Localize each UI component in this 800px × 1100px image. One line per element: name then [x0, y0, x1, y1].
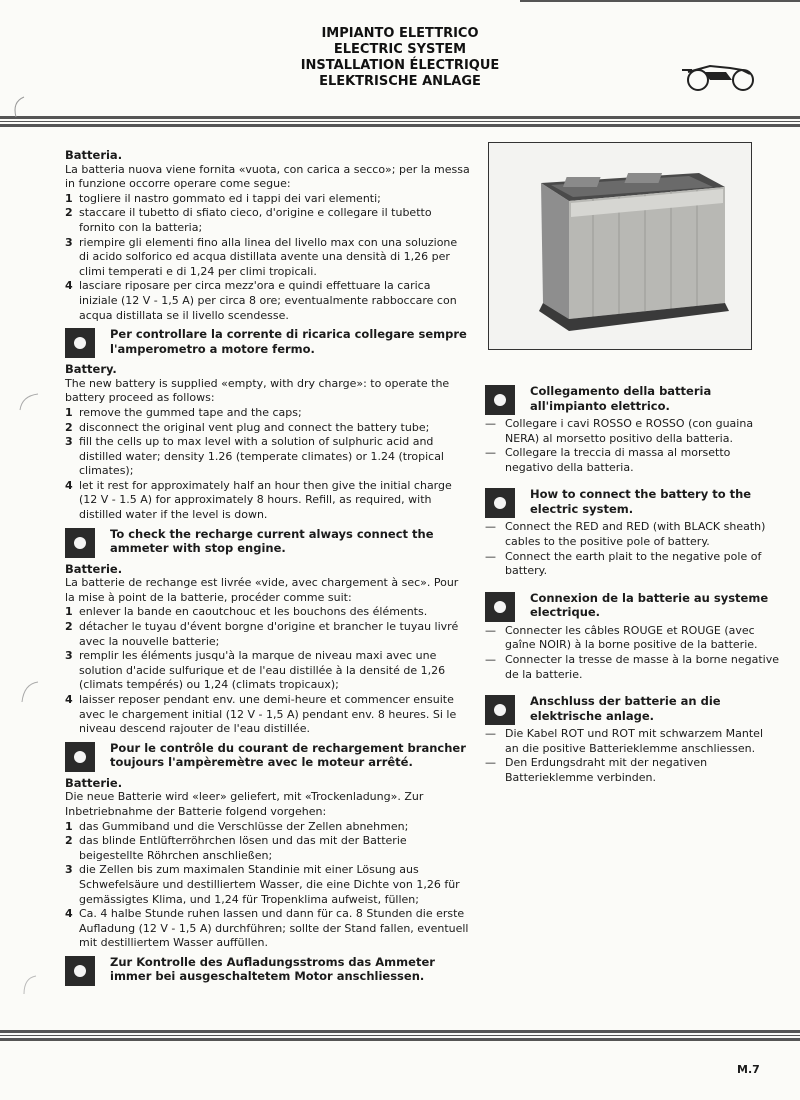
connect-section-fr: [485, 591, 780, 682]
note-box: [485, 591, 780, 623]
instruction-list: [485, 727, 780, 785]
header-title-de: ELEKTRISCHE ANLAGE: [319, 74, 481, 89]
note-bullet-icon: [65, 742, 95, 772]
note-text: Per controllare la corrente di ricarica collegare sempre l'amperometro a motore fermo.: [110, 327, 467, 356]
note-bullet-icon: [485, 695, 515, 725]
section-en: [65, 362, 470, 559]
section-title: Connexion de la batterie au systeme electrique.: [530, 590, 769, 620]
list-item: — Den Erdungsdraht mit der negativen Batterieklemme verbinden.: [485, 756, 708, 784]
note-bullet-icon: [65, 328, 95, 358]
list-item: — Collegare i cavi ROSSO e ROSSO (con guaina NERA) al morsetto positivo della batteria.: [485, 417, 754, 445]
list-item: 2 détacher le tuyau d'évent borgne d'origine et brancher le tuyau livré avec la nouvelle batterie;: [65, 620, 459, 648]
list-item: 1 enlever la bande en caoutchouc et les bouchons des éléments.: [65, 605, 428, 619]
margin-mark-icon: [2, 92, 42, 122]
section-title: Collegamento della batteria all'impianto elettrico.: [530, 384, 712, 413]
list-item: 3 die Zellen bis zum maximalen Standinie mit einer Lösung aus Schwefelsäure und destilliertem Wasser, die eine Dichte von 1,26 für gemässigtes Klima, und 1,24 für Tropenklima aufweist, füllen;: [65, 863, 460, 906]
connect-section-en: [485, 487, 780, 578]
margin-mark-icon: [2, 678, 42, 708]
note-text: Pour le contrôle du courant de rechargement brancher toujours l'ampèremètre avec le moteur arrêté.: [110, 740, 466, 770]
list-item: — Connect the RED and RED (with BLACK sheath) cables to the positive pole of battery.: [485, 520, 766, 548]
note-bullet-icon: [485, 592, 515, 622]
section-it: [65, 148, 470, 359]
page-number: M.7: [737, 1063, 760, 1076]
battery-photo: [488, 142, 752, 350]
connect-section-it: [485, 384, 780, 475]
list-item: 4 let it rest for approximately half an hour then give the initial charge (12 V - 1.5 A) for approximately 8 hours. Refill, as required, with distilled water if the level is down.: [65, 478, 452, 522]
list-item: — Connect the earth plait to the negative pole of battery.: [485, 549, 762, 578]
section-title: Batterie.: [65, 561, 123, 576]
margin-mark-icon: [2, 390, 42, 420]
list-item: — Connecter la tresse de masse à la borne negative de la batterie.: [485, 652, 779, 681]
header-title-en: ELECTRIC SYSTEM: [333, 42, 467, 57]
motorcycle-icon: [680, 58, 760, 92]
section-title: Battery.: [65, 362, 117, 377]
margin-mark-icon: [2, 970, 42, 1000]
note-bullet-icon: [485, 488, 515, 518]
list-item: 4 lasciare riposare per circa mezz'ora e quindi effettuare la carica iniziale (12 V - 1,5 A) per circa 8 ore; eventualmente rabboccare con acqua distillata se il livello scendesse.: [65, 279, 457, 322]
note-text: To check the recharge current always connect the ammeter with stop engine.: [110, 526, 434, 556]
instruction-list: [485, 624, 780, 682]
section-intro: La batterie de rechange est livrée «vide, avec chargement à sec». Pour la mise à point de la batterie, procéder comme suit:: [65, 576, 459, 604]
list-item: 4 Ca. 4 halbe Stunde ruhen lassen und dann für ca. 8 Stunden die erste Aufladung (12 V - 1,5 A) durchführen; sollte der Stand fallen, eventuell mit destilliertem Wasser auffüllen.: [65, 907, 469, 950]
footer-rule: [0, 1030, 800, 1041]
note-box: [65, 527, 470, 559]
section-intro: La batteria nuova viene fornita «vuota, con carica a secco»; per la messa in funzione occorre operare come segue:: [65, 162, 470, 191]
list-item: 2 das blinde Entlüfterröhrchen lösen und das mit der Batterie beigestellte Röhrchen anschließen;: [65, 834, 407, 862]
right-column: [485, 380, 780, 798]
section-title: Anschluss der batterie an die elektrische anlage.: [530, 694, 721, 723]
note-box: [485, 384, 780, 416]
list-item: 2 staccare il tubetto di sfiato cieco, d'origine e collegare il tubetto fornito con la batteria;: [65, 206, 432, 234]
section-title: Batteria.: [65, 148, 123, 162]
note-bullet-icon: [65, 956, 95, 986]
battery-photo-icon: [489, 143, 751, 349]
note-bullet-icon: [485, 385, 515, 415]
steps-list: [65, 820, 470, 951]
instruction-list: [485, 520, 780, 578]
note-box: [65, 955, 470, 987]
section-intro: Die neue Batterie wird «leer» geliefert, mit «Trockenladung». Zur Inbetriebnahme der Batterie folgend vorgehen:: [65, 790, 424, 818]
list-item: — Connecter les câbles ROUGE et ROUGE (avec gaîne NOIR) à la borne positive de la batterie.: [485, 623, 758, 652]
list-item: 3 riempire gli elementi fino alla linea del livello max con una soluzione di acido solforico ed acqua distillata avente una densità di 1,26 per climi temperati e di 1,24 per climi tropicali.: [65, 235, 458, 278]
steps-list: [65, 605, 470, 736]
section-de: [65, 776, 470, 987]
list-item: 3 remplir les éléments jusqu'à la marque de niveau maxi avec une solution d'acide sulfurique et de l'eau distillée à la densité de 1,26 (climats tempérés) ou 1,24 (climats tropicaux);: [65, 649, 446, 692]
top-edge-line: [0, 0, 800, 2]
section-title: Batterie.: [65, 775, 123, 790]
note-bullet-icon: [65, 528, 95, 558]
steps-list: [65, 192, 470, 323]
note-box: [485, 487, 780, 519]
list-item: 1 remove the gummed tape and the caps;: [65, 405, 302, 419]
section-fr: [65, 562, 470, 773]
list-item: 1 togliere il nastro gommato ed i tappi dei vari elementi;: [65, 191, 381, 205]
section-title: How to connect the battery to the electric system.: [530, 487, 752, 516]
list-item: — Collegare la treccia di massa al morsetto negativo della batteria.: [485, 446, 731, 474]
note-box: [485, 694, 780, 726]
connect-section-de: [485, 694, 780, 785]
note-text: Zur Kontrolle des Aufladungsstroms das Ammeter immer bei ausgeschaltetem Motor anschliessen.: [110, 954, 435, 984]
note-box: [65, 741, 470, 773]
header-title-it: IMPIANTO ELETTRICO: [321, 26, 479, 41]
instruction-list: [485, 417, 780, 475]
list-item: 3 fill the cells up to max level with a solution of sulphuric acid and distilled water; density 1.26 (temperate climates) or 1.24 (tropical climates);: [65, 435, 444, 478]
steps-list: [65, 406, 470, 523]
header-rule: [0, 116, 800, 127]
left-column: [65, 148, 470, 990]
header-title-fr: INSTALLATION ÉLECTRIQUE: [300, 58, 500, 73]
list-item: 2 disconnect the original vent plug and connect the battery tube;: [65, 420, 430, 434]
section-intro: The new battery is supplied «empty, with dry charge»: to operate the battery proceed as follows:: [65, 376, 450, 405]
list-item: 1 das Gummiband und die Verschlüsse der Zellen abnehmen;: [65, 819, 409, 833]
list-item: 4 laisser reposer pendant env. une demi-heure et commencer ensuite avec le chargement initial (12 V - 1,5 A) pendant env. 8 heures. Si le niveau descend rajouter de l'eau distillée.: [65, 693, 457, 736]
note-box: [65, 327, 470, 359]
list-item: — Die Kabel ROT und ROT mit schwarzem Mantel an die positive Batterieklemme anschliessen.: [485, 727, 763, 755]
